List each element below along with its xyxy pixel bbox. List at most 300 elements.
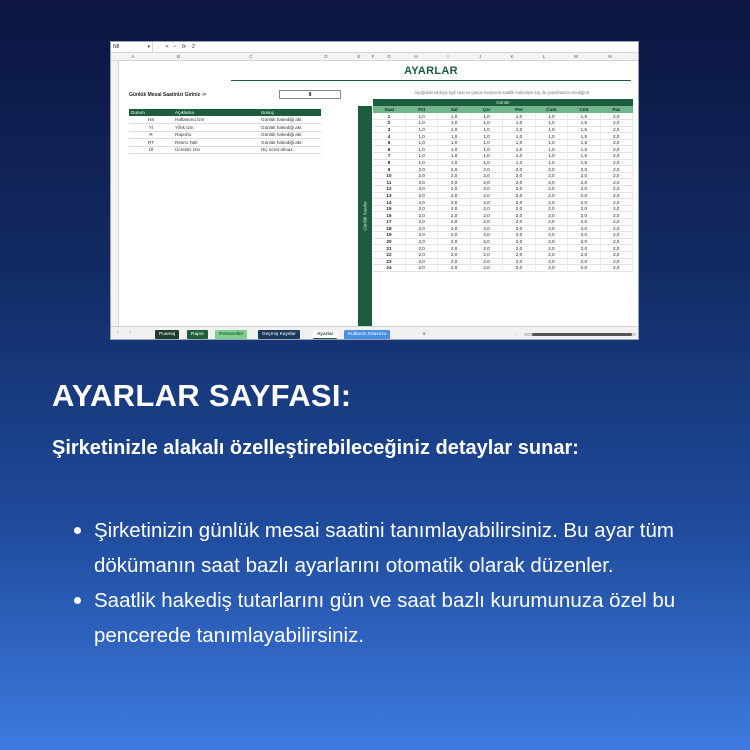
rate-cell[interactable]: 2,0 [568,245,600,252]
rate-cell[interactable]: 2,0 [503,186,535,193]
rate-cell[interactable]: 2,0 [470,212,502,219]
table-cell[interactable]: Günlük hakediği akr. [259,116,321,124]
table-row [129,146,321,154]
rate-cell[interactable]: 2,0 [503,258,535,265]
hour-cell[interactable]: 23 [373,258,405,265]
rate-cell[interactable]: 2,0 [438,199,470,206]
rate-cell[interactable]: 2,0 [600,146,632,153]
page-heading: AYARLAR SAYFASI: [52,378,352,413]
list-item-text: Şirketinizin günlük mesai saatini tanımlayabilirsiniz. Bu ayar tüm dökümanın saat bazlı ayarlarını otomatik olarak düzenler. [94,519,674,577]
rate-cell[interactable]: 1,5 [568,133,600,140]
rate-cell[interactable]: 2,0 [405,258,437,265]
name-box[interactable] [111,42,153,52]
rate-cell[interactable]: 2,0 [568,172,600,179]
rate-cell[interactable]: 2,0 [535,186,567,193]
rate-cell[interactable]: 1,0 [405,153,437,160]
work-hours-label: Günlük Mesai Saatinizi Giriniz -> [129,92,207,98]
formula-bar [111,42,638,53]
hour-cell[interactable]: 4 [373,133,405,140]
rate-cell[interactable]: 2,0 [470,238,502,245]
hour-cell[interactable]: 12 [373,186,405,193]
rate-cell[interactable]: 2,0 [438,251,470,258]
rate-cell[interactable]: 1,0 [470,113,502,120]
hours-vertical-label [358,106,372,326]
title-underline [231,80,631,81]
check-icon[interactable]: ✓ [172,44,178,50]
rate-cell[interactable]: 2,0 [568,219,600,226]
column-header[interactable]: N [608,54,612,59]
rate-cell[interactable]: 2,0 [438,192,470,199]
rate-cell[interactable]: 2,0 [600,232,632,239]
table-row [373,120,633,127]
rate-cell[interactable]: 2,0 [405,219,437,226]
rate-cell[interactable]: 2,0 [568,258,600,265]
rate-cell[interactable]: 2,0 [470,245,502,252]
rate-cell[interactable]: 2,0 [470,251,502,258]
rate-cell[interactable]: 2,0 [568,199,600,206]
column-header[interactable]: A [131,54,135,59]
table-cell[interactable]: Hiç ücret almaz. [259,146,321,154]
rate-cell[interactable]: 2,0 [600,192,632,199]
rate-cell[interactable]: 2,0 [535,258,567,265]
rate-cell[interactable]: 2,0 [568,232,600,239]
table-cell[interactable]: Yıllık İzin [173,124,259,132]
horizontal-scrollbar[interactable] [524,333,636,336]
rate-cell[interactable]: 2,0 [600,245,632,252]
column-header[interactable]: C [249,54,253,59]
table-row [373,192,633,199]
rate-cell[interactable]: 2,0 [568,186,600,193]
rate-cell[interactable]: 2,0 [503,238,535,245]
rate-cell[interactable]: 2,0 [405,265,437,272]
work-hours-input[interactable]: 8 [279,90,341,99]
rate-cell[interactable]: 2,0 [470,219,502,226]
hour-cell[interactable]: 19 [373,232,405,239]
rate-cell[interactable]: 2,0 [535,199,567,206]
rate-cell[interactable]: 2,0 [405,172,437,179]
hour-cell[interactable]: 21 [373,245,405,252]
rate-cell[interactable]: 1,0 [405,159,437,166]
column-header[interactable]: K [510,54,514,59]
page-subheading: Şirketinizle alakalı özelleştirebileceğiniz detaylar sunar: [52,437,579,459]
tab-rapor[interactable]: Rapor [187,330,208,339]
rate-cell[interactable]: 2,0 [568,212,600,219]
rate-cell[interactable]: 1,0 [438,133,470,140]
rate-cell[interactable]: 1,0 [535,133,567,140]
rate-cell[interactable]: 2,0 [405,192,437,199]
rate-cell[interactable]: 2,0 [470,205,502,212]
table-row [373,245,633,252]
table-row [373,186,633,193]
hour-cell[interactable]: 22 [373,251,405,258]
rate-cell[interactable]: 2,0 [568,225,600,232]
column-header[interactable]: F [371,54,375,59]
hour-cell[interactable]: 10 [373,172,405,179]
rate-cell[interactable]: 2,0 [470,199,502,206]
hour-cell[interactable]: 1 [373,113,405,120]
sheet-title: AYARLAR [404,65,458,77]
rate-cell[interactable]: 2,0 [600,166,632,173]
rate-cell[interactable]: 1,5 [568,120,600,127]
rate-cell[interactable]: 1,5 [568,153,600,160]
rate-cell[interactable]: 2,0 [568,265,600,272]
rate-cell[interactable]: 1,0 [470,126,502,133]
hourly-rates-table [373,106,633,272]
table-cell[interactable]: Ücretsiz İzin [173,146,259,154]
tab-kullanim-kilavuzu[interactable]: Kullanım Kılavuzu [344,330,390,339]
rate-cell[interactable]: 2,0 [470,192,502,199]
rate-cell[interactable]: 2,0 [438,245,470,252]
rate-cell[interactable]: 1,0 [503,120,535,127]
column-header[interactable]: E [357,54,361,59]
table-row [373,232,633,239]
rate-cell[interactable]: 1,5 [568,146,600,153]
rate-cell[interactable]: 1,5 [568,126,600,133]
rate-cell[interactable]: 1,0 [535,120,567,127]
days-group-header: Günler [373,99,633,106]
rate-cell[interactable]: 2,0 [503,205,535,212]
column-header[interactable]: B [176,54,180,59]
rate-cell[interactable]: 1,0 [470,153,502,160]
rate-cell[interactable]: 2,0 [405,205,437,212]
table-row [373,172,633,179]
column-header[interactable]: L [542,54,546,59]
rate-cell[interactable]: 2,0 [568,179,600,186]
table-row [373,251,633,258]
rate-cell[interactable]: 2,0 [503,245,535,252]
rate-cell[interactable]: 2,0 [470,225,502,232]
table-row [129,116,321,124]
rate-cell[interactable]: 2,0 [600,265,632,272]
table-cell[interactable]: Haftasonu İzni [173,116,259,124]
table-cell[interactable]: Yİ [129,124,173,132]
scrollbar-thumb[interactable] [532,333,632,336]
rate-cell[interactable]: 1,0 [405,126,437,133]
rate-cell[interactable]: 2,0 [438,219,470,226]
rate-cell[interactable]: 2,0 [568,205,600,212]
chevron-right-icon[interactable]: › [129,330,131,336]
rate-cell[interactable]: 2,0 [438,172,470,179]
status-codes-table [129,109,321,154]
rate-cell[interactable]: 1,0 [503,133,535,140]
rate-cell[interactable]: 1,5 [568,113,600,120]
hour-cell[interactable]: 17 [373,219,405,226]
rate-cell[interactable]: 2,0 [470,232,502,239]
cancel-icon[interactable]: ✕ [164,44,170,50]
hour-cell[interactable]: 11 [373,179,405,186]
rate-cell[interactable]: 1,0 [438,146,470,153]
rate-cell[interactable]: 2,0 [535,232,567,239]
rate-cell[interactable]: 1,0 [438,120,470,127]
rate-cell[interactable]: 2,0 [438,238,470,245]
codes-header: Sonuç [259,109,321,116]
rate-cell[interactable]: 2,0 [503,265,535,272]
rate-cell[interactable]: 2,0 [503,179,535,186]
column-header[interactable]: J [478,54,482,59]
table-cell[interactable]: Raporlu [173,131,259,139]
hour-cell[interactable]: 3 [373,126,405,133]
rate-cell[interactable]: 2,0 [470,172,502,179]
rate-cell[interactable]: 2,0 [535,192,567,199]
rates-header: Cum [535,106,567,113]
rate-cell[interactable]: 1,0 [438,159,470,166]
column-header[interactable]: D [324,54,328,59]
rate-cell[interactable]: 2,0 [535,166,567,173]
table-row [373,258,633,265]
rate-cell[interactable]: 2,0 [600,133,632,140]
rate-cell[interactable]: 2,0 [535,238,567,245]
rate-cell[interactable]: 2,0 [503,199,535,206]
rate-cell[interactable]: 2,0 [600,126,632,133]
rate-cell[interactable]: 2,0 [568,238,600,245]
rate-cell[interactable]: 1,0 [503,153,535,160]
rate-cell[interactable]: 2,0 [568,251,600,258]
rate-cell[interactable]: 2,0 [600,251,632,258]
table-cell[interactable]: Üİ [129,146,173,154]
bullet-icon [74,527,81,534]
rate-cell[interactable]: 2,0 [535,205,567,212]
rate-cell[interactable]: 1,0 [405,120,437,127]
rates-header: Sal [438,106,470,113]
rate-cell[interactable]: 2,0 [438,186,470,193]
rate-cell[interactable]: 2,0 [600,238,632,245]
rate-cell[interactable]: 2,0 [405,245,437,252]
hour-cell[interactable]: 18 [373,225,405,232]
rates-header: Saat [373,106,405,113]
hour-cell[interactable]: 24 [373,265,405,272]
hour-cell[interactable]: 5 [373,139,405,146]
table-row [373,225,633,232]
rates-note: Aşağıdaki tabloya ilgili saat ve günün karşısına saatlik hakedişin kaç ile çarpılmasını istediğiniz [414,90,590,95]
rate-cell[interactable]: 1,0 [535,146,567,153]
table-cell[interactable]: Günlük hakediği akr. [259,131,321,139]
table-cell[interactable]: Resmi Tatil [173,139,259,147]
rate-cell[interactable]: 1,0 [470,139,502,146]
chevron-down-icon[interactable]: ▾ [147,44,150,50]
rate-cell[interactable]: 2,0 [600,172,632,179]
rate-cell[interactable]: 2,0 [568,166,600,173]
rate-cell[interactable]: 1,0 [503,139,535,146]
plus-icon[interactable]: + [422,331,427,338]
rate-cell[interactable]: 2,0 [438,179,470,186]
rate-cell[interactable]: 2,0 [503,232,535,239]
table-row [373,113,633,120]
rate-cell[interactable]: 2,0 [438,225,470,232]
rate-cell[interactable]: 1,5 [568,159,600,166]
tab-ayarlar[interactable]: Ayarlar [313,330,337,339]
rates-header: Per [503,106,535,113]
rate-cell[interactable]: 2,0 [405,212,437,219]
rate-cell[interactable]: 1,0 [535,126,567,133]
row-headers [111,61,119,326]
hour-cell[interactable]: 16 [373,212,405,219]
rate-cell[interactable]: 2,0 [405,199,437,206]
rate-cell[interactable]: 2,0 [470,186,502,193]
rate-cell[interactable]: 2,0 [600,199,632,206]
rate-cell[interactable]: 2,0 [535,245,567,252]
rate-cell[interactable]: 2,0 [600,159,632,166]
rate-cell[interactable]: 1,0 [405,113,437,120]
rate-cell[interactable]: 1,0 [405,146,437,153]
rate-cell[interactable]: 2,0 [600,219,632,226]
hour-cell[interactable]: 15 [373,205,405,212]
table-row [373,212,633,219]
rate-cell[interactable]: 2,0 [405,232,437,239]
rate-cell[interactable]: 1,0 [535,159,567,166]
rate-cell[interactable]: 2,0 [503,219,535,226]
tab-puantaj[interactable]: Puantaj [155,330,179,339]
list-item-text: Saatlik hakediş tutarlarını gün ve saat bazlı kurumunuza özel bu pencerede tanımlayabilirsiniz. [94,589,676,647]
codes-header: Durum [129,109,173,116]
rate-cell[interactable]: 2,0 [438,232,470,239]
column-headers [111,53,638,61]
bullet-icon [74,597,81,604]
chevron-left-icon[interactable]: ‹ [117,330,119,336]
rate-cell[interactable]: 2,0 [568,192,600,199]
rate-cell[interactable]: 1,0 [438,113,470,120]
hour-cell[interactable]: 14 [373,199,405,206]
table-row [373,238,633,245]
table-row [373,179,633,186]
column-header[interactable]: I [447,54,449,59]
column-header[interactable]: G [387,54,391,59]
rate-cell[interactable]: 2,0 [470,179,502,186]
rate-cell[interactable]: 1,0 [503,113,535,120]
formula-input[interactable]: 2 [192,44,195,50]
rate-cell[interactable]: 2,0 [470,166,502,173]
rate-cell[interactable]: 2,0 [600,186,632,193]
table-cell[interactable]: RT [129,139,173,147]
rate-cell[interactable]: 1,0 [470,146,502,153]
rate-cell[interactable]: 1,0 [470,159,502,166]
table-cell[interactable]: R [129,131,173,139]
rate-cell[interactable]: 2,0 [438,212,470,219]
hour-cell[interactable]: 20 [373,238,405,245]
rate-cell[interactable]: 2,0 [535,225,567,232]
hour-cell[interactable]: 2 [373,120,405,127]
list-item [70,583,710,653]
rate-cell[interactable]: 2,0 [600,120,632,127]
list-item [70,513,710,583]
table-row [373,139,633,146]
rate-cell[interactable]: 2,0 [600,205,632,212]
rate-cell[interactable]: 2,0 [600,258,632,265]
name-box-value: N8 [113,44,120,50]
rate-cell[interactable]: 2,0 [438,265,470,272]
rate-cell[interactable]: 1,0 [503,126,535,133]
table-row [373,219,633,226]
rate-cell[interactable]: 1,0 [438,153,470,160]
rate-cell[interactable]: 2,0 [600,153,632,160]
rate-cell[interactable]: 2,0 [600,179,632,186]
rate-cell[interactable]: 2,0 [470,265,502,272]
rate-cell[interactable]: 1,5 [568,139,600,146]
rate-cell[interactable]: 2,0 [535,212,567,219]
rates-header: Çar [470,106,502,113]
rate-cell[interactable]: 1,0 [438,139,470,146]
rate-cell[interactable]: 1,0 [503,146,535,153]
rate-cell[interactable]: 2,0 [470,258,502,265]
rate-cell[interactable]: 2,0 [600,225,632,232]
rate-cell[interactable]: 2,0 [600,139,632,146]
table-row [373,205,633,212]
rate-cell[interactable]: 2,0 [503,225,535,232]
rate-cell[interactable]: 1,0 [470,133,502,140]
table-row [373,126,633,133]
column-header[interactable]: M [574,54,578,59]
rate-cell[interactable]: 2,0 [405,166,437,173]
table-cell[interactable]: HS [129,116,173,124]
table-row [373,146,633,153]
rate-cell[interactable]: 2,0 [405,179,437,186]
table-row [373,159,633,166]
rate-cell[interactable]: 2,0 [503,166,535,173]
rate-cell[interactable]: 1,0 [470,120,502,127]
rate-cell[interactable]: 2,0 [405,225,437,232]
separator-icon: ⁝ [157,44,159,50]
codes-header: Açıklama [173,109,259,116]
rate-cell[interactable]: 2,0 [535,265,567,272]
sheet-tabs-bar [111,326,638,340]
rate-cell[interactable]: 2,0 [600,113,632,120]
fx-icon[interactable]: fx [182,44,186,50]
rates-header: Paz [600,106,632,113]
rate-cell[interactable]: 2,0 [405,238,437,245]
spreadsheet-screenshot [110,41,639,340]
rate-cell[interactable]: 2,0 [405,186,437,193]
hour-cell[interactable]: 13 [373,192,405,199]
rate-cell[interactable]: 2,0 [503,172,535,179]
table-row [129,139,321,147]
table-row [129,131,321,139]
rate-cell[interactable]: 1,0 [503,159,535,166]
rate-cell[interactable]: 2,0 [535,172,567,179]
rate-cell[interactable]: 2,0 [438,258,470,265]
table-row [373,265,633,272]
rate-cell[interactable]: 2,0 [503,192,535,199]
hour-cell[interactable]: 6 [373,146,405,153]
rate-cell[interactable]: 2,0 [438,205,470,212]
rate-cell[interactable]: 2,0 [535,251,567,258]
rate-cell[interactable]: 1,0 [535,113,567,120]
rate-cell[interactable]: 1,0 [405,139,437,146]
rate-cell[interactable]: 2,0 [438,166,470,173]
column-header[interactable]: H [414,54,418,59]
rate-cell[interactable]: 2,0 [503,212,535,219]
rates-header: Pzt [405,106,437,113]
hour-cell[interactable]: 8 [373,159,405,166]
rate-cell[interactable]: 1,0 [438,126,470,133]
table-row [373,153,633,160]
hours-vertical-text: Günlük Saatler [362,201,368,231]
rate-cell[interactable]: 1,0 [405,133,437,140]
tab-personeller[interactable]: Personeller [215,330,247,339]
rate-cell[interactable]: 2,0 [600,212,632,219]
rate-cell[interactable]: 1,0 [535,153,567,160]
more-options-icon[interactable]: ⁝ [515,331,517,337]
table-row [129,124,321,132]
hour-cell[interactable]: 9 [373,166,405,173]
rate-cell[interactable]: 1,0 [535,139,567,146]
rate-cell[interactable]: 2,0 [503,251,535,258]
hour-cell[interactable]: 7 [373,153,405,160]
rate-cell[interactable]: 2,0 [535,179,567,186]
table-cell[interactable]: Günlük hakediği akr. [259,124,321,132]
table-cell[interactable]: Günlük hakediği akr. [259,139,321,147]
rate-cell[interactable]: 2,0 [405,251,437,258]
rate-cell[interactable]: 2,0 [535,219,567,226]
tab-gecmis-kayitlar[interactable]: Geçmiş Kayıtlar [258,330,300,339]
